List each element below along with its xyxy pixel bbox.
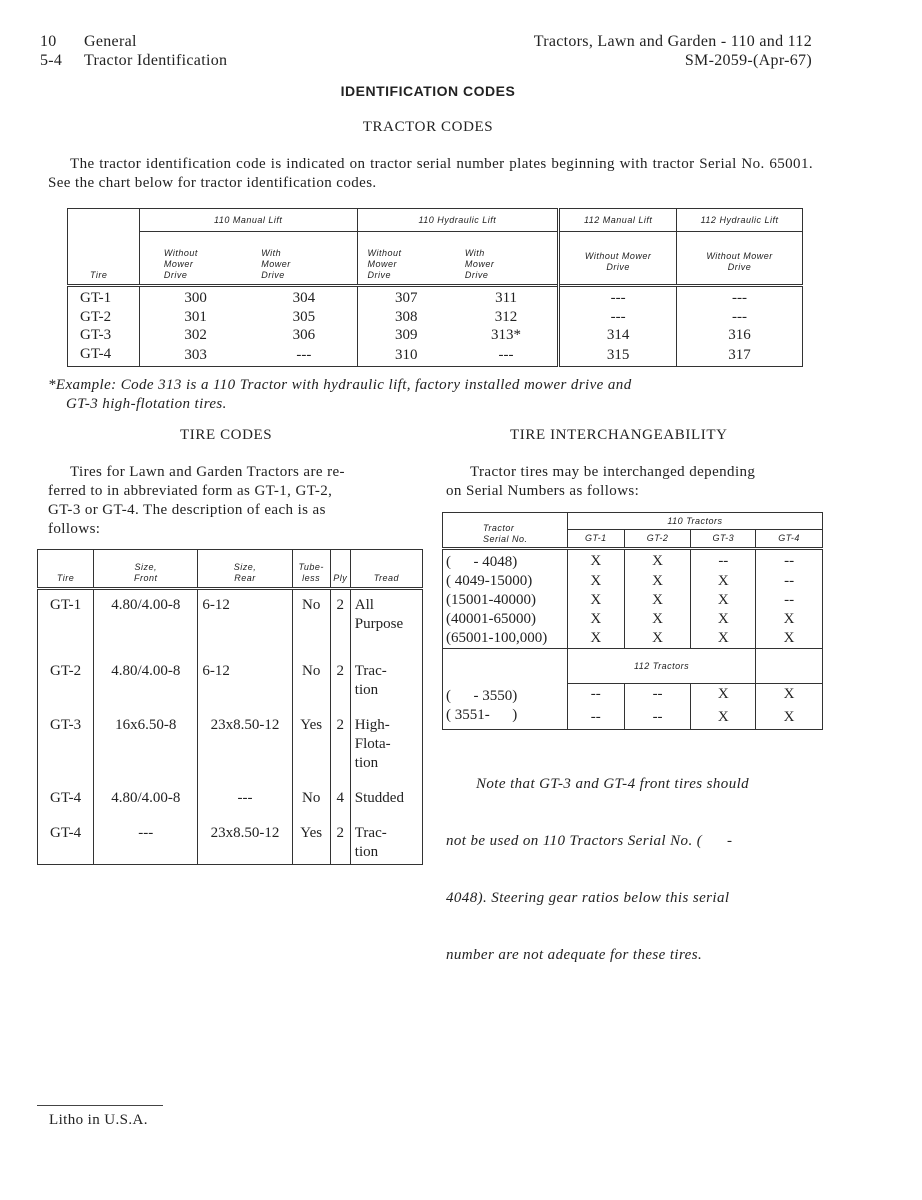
table-row: GT-2 4.80/4.00-8 6-12 No 2 Trac- tion <box>38 656 423 710</box>
group-header: 112 Hydraulic Lift <box>677 209 803 232</box>
tractor-codes-paragraph: The tractor identification code is indicated on tractor serial number plates beginning with tractor Serial No. 65001. See the chart below for tractor identification codes. <box>48 156 813 191</box>
corner-cell <box>68 209 140 232</box>
group-header: 112 Manual Lift <box>559 209 677 232</box>
col-header-gt4: GT-4 <box>756 530 823 549</box>
footer-text: Litho in U.S.A. <box>49 1112 148 1128</box>
section-name: General <box>84 33 137 50</box>
page-number: 10 <box>40 33 57 50</box>
table-row: GT-2 301 305 308 312 --- --- <box>68 308 803 327</box>
table-row: ( 4049-15000) X X X -- <box>443 572 823 591</box>
subsection-number: 5-4 <box>40 52 63 69</box>
col-header-without: Without Mower Drive <box>357 232 455 286</box>
blank-cell <box>756 649 823 684</box>
group-header-110: 110 Tractors <box>567 513 822 530</box>
col-header-gt3: GT-3 <box>691 530 756 549</box>
group-header-112: 112 Tractors <box>567 649 755 684</box>
tire-codes-title: TIRE CODES <box>180 427 273 443</box>
col-header-tread: Tread <box>350 550 422 589</box>
section-title: IDENTIFICATION CODES <box>340 83 516 99</box>
tractor-codes-table <box>67 208 803 367</box>
tire-codes-paragraph: Tires for Lawn and Garden Tractors are re- ferred to in abbreviated form as GT-1, GT-2, GT-3 or GT-4. The description of each is as follows: <box>48 464 345 537</box>
footer-rule <box>37 1105 163 1106</box>
col-header-serial: Tractor Serial No. <box>443 513 568 549</box>
group-header: 110 Hydraulic Lift <box>357 209 559 232</box>
col-header-without: Without Mower Drive <box>139 232 251 286</box>
col-header-112-hydraulic: Without Mower Drive <box>677 232 803 286</box>
interchange-note: Note that GT-3 and GT-4 front tires should not be used on 110 Tractors Serial No. ( - 4048). Steering gear ratios below this serial number are not adequate for these tires. <box>446 776 750 963</box>
table-row: GT-4 303 --- 310 --- 315 317 <box>68 345 803 367</box>
col-header-rear: Size, Rear <box>198 550 292 589</box>
col-header-112-manual: Without Mower Drive <box>559 232 677 286</box>
table-row: GT-3 302 306 309 313* 314 316 <box>68 326 803 345</box>
col-header-tire: Tire <box>90 270 108 280</box>
interchange-paragraph: Tractor tires may be interchanged depending on Serial Numbers as follows: <box>446 464 756 499</box>
interchange-title: TIRE INTERCHANGEABILITY <box>510 427 728 443</box>
table-row: GT-1 300 304 307 311 --- --- <box>68 286 803 308</box>
subsection-name: Tractor Identification <box>84 52 228 69</box>
table-row: (65001-100,000) X X X X <box>443 629 823 649</box>
example-note: *Example: Code 313 is a 110 Tractor with hydraulic lift, factory installed mower drive and GT-3 high-flotation tires. <box>48 377 632 412</box>
col-header-tubeless: Tube- less <box>292 550 330 589</box>
col-header-gt1: GT-1 <box>567 530 624 549</box>
table-row: GT-4 4.80/4.00-8 --- No 4 Studded <box>38 783 423 818</box>
col-header-ply: Ply <box>330 550 350 589</box>
manual-number: SM-2059-(Apr-67) <box>684 52 812 69</box>
tractor-codes-title: TRACTOR CODES <box>362 119 494 135</box>
header-left <box>40 32 227 70</box>
col-header-with: With Mower Drive <box>261 248 291 280</box>
manual-title: Tractors, Lawn and Garden - 110 and 112 <box>533 33 812 50</box>
table-row: ( - 4048) X X -- -- <box>443 549 823 573</box>
col-header-with: With Mower Drive <box>464 248 495 280</box>
table-row: GT-1 4.80/4.00-8 6-12 No 2 All Purpose <box>38 589 423 657</box>
table-row: ( 3551- ) -- -- X X <box>443 706 823 730</box>
col-header-front: Size, Front <box>94 550 198 589</box>
table-row: ( - 3550) -- -- X X <box>443 684 823 706</box>
interchange-table <box>442 512 823 730</box>
col-header-tire: Tire <box>38 550 94 589</box>
table-row: (15001-40000) X X X -- <box>443 591 823 610</box>
table-row: (40001-65000) X X X X <box>443 610 823 629</box>
group-header: 110 Manual Lift <box>139 209 357 232</box>
table-row: GT-4 --- 23x8.50-12 Yes 2 Trac- tion <box>38 818 423 865</box>
blank-cell <box>443 649 568 684</box>
col-header-gt2: GT-2 <box>624 530 691 549</box>
table-row: GT-3 16x6.50-8 23x8.50-12 Yes 2 High- Flota- tion <box>38 710 423 783</box>
tire-codes-table <box>37 549 423 865</box>
header-right <box>534 32 812 70</box>
